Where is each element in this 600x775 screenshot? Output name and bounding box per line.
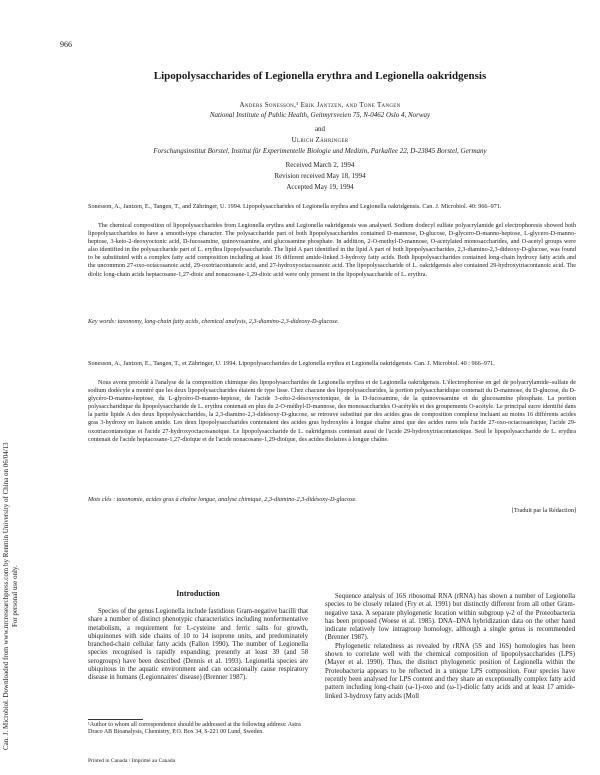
left-paragraph: Species of the genus Legionella include fastidious Gram-negative bacilli that share a number of distinct phenotypic characteristics including nonfermentative metabolism, a requirement for L-cysteine and ferric salts for growth, ubiquinones with side chains of 10 to 14 isoprene units, and predominately branched-chain cellular fatty acids (Fallon 1990). The number of Legionella species recognised is rapidly expanding; presently at least 39 (and 58 serogroups) have been described (Dennis et al. 1993). Legionella species are ubiquitous in the aquatic environment and can occasionally cause respiratory disease in humans (Legionnaires' disease) (Brenner 1987).	[88, 608, 308, 682]
keywords-english: Key words: taxonomy, long-chain fatty acids, chemical analysis, 2,3-diamino-2,3-dideoxy-D-glucose.	[88, 318, 339, 325]
citation-english: Sonesson, A., Jantzen, E., Tangen, T., and Zähringer, U. 1994. Lipopolysaccharides of Legionella erythra and Legionella oakridgensis. Can. J. Microbiol. 40: 966–971.	[88, 203, 502, 210]
translator-note: [Traduit par la Rédaction]	[511, 507, 576, 514]
sidebar-text	[2, 442, 20, 750]
revision-date: Revision received May 18, 1994	[274, 172, 366, 180]
keywords-french: Mots clés : taxonomie, acides gras à chaîne longue, analyse chimique, 2,3-diamino-2,3-didésoxy-D-glucose.	[88, 496, 357, 503]
author-2: Ulrich Zähringer	[291, 136, 349, 144]
footnote-rule	[88, 719, 143, 720]
abstract-english: The chemical composition of lipopolysaccharides from Legionella erythra and Legionella oakridgensis was analysed. Sodium dodecyl sulfate polyacrylamide gel electrophoresis showed both lipopolysaccharides to have a smooth-type character. The polysaccharide part of both lipopolysaccharides contained D-mannose, D-glucose, D-glycero-D-manno-heptose, L-glycero-D-manno-heptose, 3-keto-2-deoxyoctonic acid, D-fucosamine, quinovosamine, and glucosamine phosphate. In addition, 2-O-methyl-D-mannose, O-acetylated monosaccharides, and O-acetyl groups were also identified in the polysaccharide part of L. erythra lipopolysaccharide. The lipid A part identified in the lipid A part of both lipopolysaccharides, 2,3-diamino-2,3-dideoxy-D-glucose, was found to be substituted with a complex fatty acid composition including at least 16 different amide-linked 3-hydroxy fatty acids. Both lipopolysaccharides contained long-chain hydroxy fatty acids and the uncommon 27-oxo-octacosanoic acid, 29-oxotriacontanoic acid, and 27-hydroxyoctacosanoic acid. The lipopolysaccharide of L. oakridgensis also contained 29-hydroxytriacontanoic acid. The diolic long-chain acids heptacosane-1,27-dioic and nonacosane-1,29-dioic acid were only present in the lipopolysaccharide of L. erythra.	[88, 222, 576, 278]
sidebar-line-1: Can. J. Microbiol. Downloaded from www.nrcresearchpress.com by Renmin University of China on 06/04/13	[2, 442, 10, 750]
right-column	[325, 593, 575, 701]
affiliation-2: Forschungsinstitut Borstel, Institut für Experimentelle Biologie und Medizin, Parkallee 22, D-23845 Borstel, Germany	[153, 147, 487, 155]
received-date: Received March 2, 1994	[285, 161, 355, 169]
page-number: 966	[60, 40, 72, 49]
right-paragraph-2: Phylogenetic relatedness as revealed by rRNA (5S and 16S) homologies has been shown to correlate well with the chemical composition of lipopolysaccharides (LPS) (Mayer et al. 1990). Thus, the distinct phylogenetic position of Legionella within the Proteobacteria appears to be reflected in a unique LPS composition. Four species have recently been analysed for LPS content and they share an exceptionally complex fatty acid pattern including long-chain (ω-1)-oxo and (ω-1)-diolic fatty acids and at least 17 amide-linked 3-hydroxy fatty acids (Moll	[325, 642, 575, 700]
affiliation-1: National Institute of Public Health, Geitmyrsveien 75, N-0462 Oslo 4, Norway	[209, 111, 431, 119]
abstract-french: Nous avons procédé à l'analyse de la composition chimique des lipopolysaccharides de Legionella erythra et de Legionella oakridgensis. L'électrophorèse en gel de polyacrylamide–sulfate de sodium dodécyle a montré que les deux lipopolysaccharides étaient de type lisse. Chez chacune des lipopolysaccharides, la portion polysaccharidique contenait du D-mannose, du D-glucose, du D-glycéro-D-manno-heptose, du L-glycéro-D-manno-heptose, de l'acide 3-céto-2-désoxyoctonique, de la D-fucosamine, de la quinovosamine et du glucosamine phosphate. La portion polysaccharidique du lipopolysaccharide de L. erythra contenait en plus du 2-O-méthyl-D-mannose, des monosaccharides O-acétylés et des groupements O-acétyle. Le principal sucre identifié dans la partie lipide A des deux lipopolysaccharides, la 2,3-diamino-2,3-didésoxy-D-glucose, se retrouve substitué par des acides gras de composition complexe incluant au moins 16 différents acides gras 3-hydroxy en liaison amide. Les deux lipopolysaccharides contenaient des acides gras hydroxylés à longue chaîne ainsi que des acides rares tels l'acide 27-oxo-octacosanoïque, l'acide 29-oxotriacontanoïque et l'acide 27-hydroxyoctacosanoïque. Le lipopolysaccharide de L. oakridgensis contenait aussi de l'acide 29-hydroxytriacontanoïque. Seul le lipopolysaccharide de L. erythra contenait de l'acide heptacosane-1,27-dioïque et de l'acide nonacosane-1,29-dioïque, des acides diolaires à longue chaîne.	[88, 379, 576, 443]
printed-in: Printed in Canada / Imprimé au Canada	[88, 758, 176, 764]
authors: Anders Sonesson,¹ Erik Jantzen, and Tone Tangen	[239, 101, 401, 109]
introduction-heading: Introduction	[176, 589, 220, 598]
footnote: ¹Author to whom all correspondence should be addressed at the following address: Astra Draco AB Bioanalysis, Chemistry, P.O. Box 34, S-221 00 Lund, Sweden.	[88, 722, 301, 736]
and-separator: and	[314, 125, 326, 133]
citation-french: Sonesson, A., Jantzen, E., Tangen, T., et Zähringer, U. 1994. Lipopolysaccharides de Legionella erythra et Legionella oakridgensis. Can. J. Microbiol. 40 : 966–971.	[88, 360, 495, 367]
paper-title: Lipopolysaccharides of Legionella erythra and Legionella oakridgensis	[153, 70, 487, 82]
sidebar-line-2: For personal use only.	[11, 565, 19, 628]
right-paragraph-1: Sequence analysis of 16S ribosomal RNA (rRNA) has shown a number of Legionella species to be closely related (Fry et al. 1991) but distinctly different from all other Gram-negative taxa. A separate phylogenetic location within subgroup γ-2 of the Proteobacteria has been proposed (Woese et al. 1985). DNA–DNA hybridization data on the other hand indicate relatively low intragroup homology, although a single genus is recommended (Brenner 1987).	[325, 593, 575, 642]
left-column	[88, 608, 308, 683]
accepted-date: Accepted May 19, 1994	[286, 183, 354, 191]
